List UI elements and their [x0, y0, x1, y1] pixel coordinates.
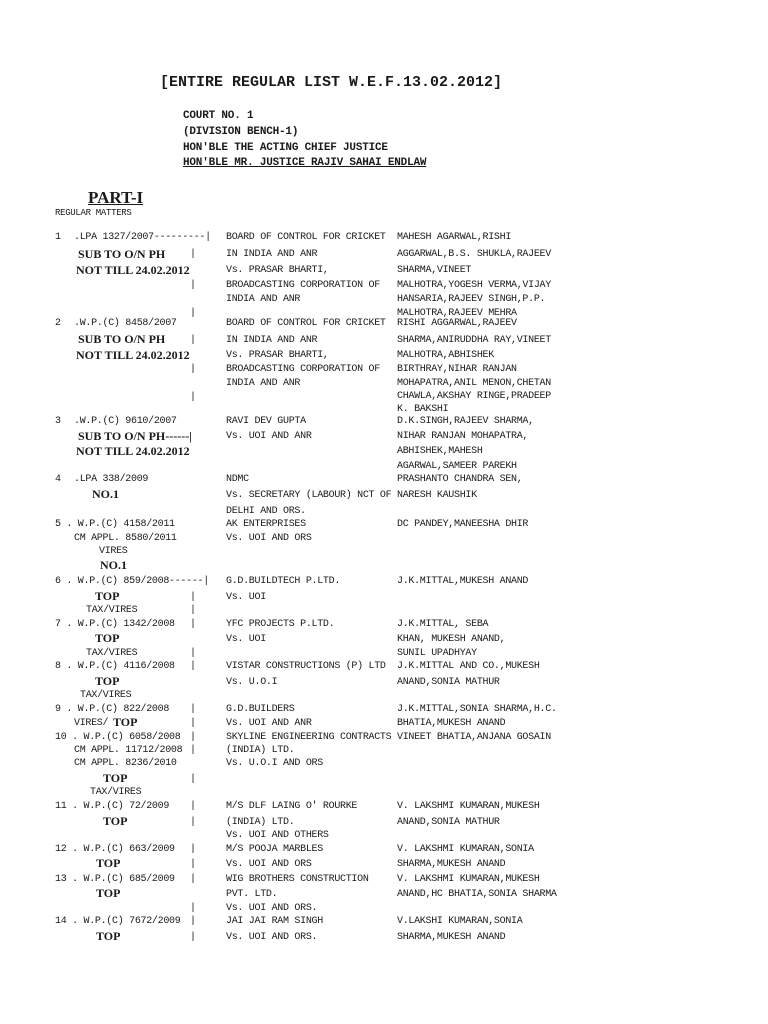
case-cell: TAX/VIRES — [86, 605, 138, 616]
case-cell: | — [190, 801, 196, 812]
bench-label: (DIVISION BENCH-1) — [183, 126, 299, 138]
party-cell: Vs. PRASAR BHARTI, — [226, 350, 329, 361]
listing-note: TOP — [96, 856, 121, 870]
advocate-cell: V. LAKSHMI KUMARAN,SONIA — [397, 844, 534, 855]
case-cell: CM APPL. 8236/2010 — [74, 758, 177, 769]
party-cell: BOARD OF CONTROL FOR CRICKET — [226, 232, 386, 243]
party-cell: Vs. UOI AND ORS. — [226, 932, 318, 943]
party-cell: G.D.BUILDERS — [226, 704, 295, 715]
case-cell: 5 . W.P.(C) 4158/2011 — [55, 519, 175, 530]
case-cell: .W.P.(C) 8458/2007 — [74, 318, 177, 329]
party-cell: RAVI DEV GUPTA — [226, 416, 306, 427]
advocate-cell: CHAWLA,AKSHAY RINGE,PRADEEP — [397, 391, 551, 402]
advocate-cell: D.K.SINGH,RAJEEV SHARMA, — [397, 416, 534, 427]
case-cell: | — [190, 718, 196, 729]
case-cell: 8 . W.P.(C) 4116/2008 — [55, 661, 175, 672]
advocate-cell: V. LAKSHMI KUMARAN,MUKESH — [397, 874, 540, 885]
advocate-cell: NIHAR RANJAN MOHAPATRA, — [397, 431, 529, 442]
case-cell: 6 . W.P.(C) 859/2008------| — [55, 576, 209, 587]
party-cell: Vs. UOI AND ORS. — [226, 903, 318, 914]
listing-note: NO.1 — [100, 558, 127, 572]
case-cell: | — [190, 619, 196, 630]
advocate-cell: SHARMA,MUKESH ANAND — [397, 859, 506, 870]
case-cell: | — [190, 335, 196, 346]
case-cell: | — [190, 932, 196, 943]
party-cell: IN INDIA AND ANR — [226, 249, 318, 260]
case-cell: | — [190, 249, 196, 260]
party-cell: BROADCASTING CORPORATION OF — [226, 364, 380, 375]
listing-note: TOP — [96, 929, 121, 943]
case-cell: | — [190, 774, 196, 785]
case-cell: VIRES — [99, 546, 128, 557]
listing-note: NOT TILL 24.02.2012 — [76, 444, 190, 458]
case-cell: | — [190, 916, 196, 927]
party-cell: Vs. U.O.I — [226, 677, 278, 688]
party-cell: (INDIA) LTD. — [226, 745, 295, 756]
listing-note: TOP — [95, 589, 120, 603]
case-cell: | — [190, 592, 196, 603]
party-cell: WIG BROTHERS CONSTRUCTION — [226, 874, 369, 885]
case-cell: .W.P.(C) 9610/2007 — [74, 416, 177, 427]
case-cell: 13 . W.P.(C) 685/2009 — [55, 874, 175, 885]
party-cell: Vs. UOI — [226, 592, 266, 603]
case-cell: TAX/VIRES — [80, 690, 132, 701]
listing-note: NO.1 — [92, 487, 119, 501]
listing-note: TOP — [113, 715, 138, 729]
advocate-cell: K. BAKSHI — [397, 404, 449, 415]
advocate-cell: V.LAKSHI KUMARAN,SONIA — [397, 916, 523, 927]
party-cell: Vs. PRASAR BHARTI, — [226, 265, 329, 276]
advocate-cell: VINEET BHATIA,ANJANA GOSAIN — [397, 732, 551, 743]
advocate-cell: RISHI AGGARWAL,RAJEEV — [397, 318, 517, 329]
advocate-cell: J.K.MITTAL, SEBA — [397, 619, 489, 630]
party-cell: IN INDIA AND ANR — [226, 335, 318, 346]
party-cell: DELHI AND ORS. — [226, 506, 306, 517]
advocate-cell: SHARMA,MUKESH ANAND — [397, 932, 506, 943]
party-cell: Vs. UOI — [226, 634, 266, 645]
court-number: COURT NO. 1 — [183, 110, 254, 122]
item-number: 4 — [55, 474, 61, 485]
party-cell: Vs. UOI AND ORS — [226, 533, 312, 544]
advocate-cell: ANAND,SONIA MATHUR — [397, 817, 500, 828]
party-cell: Vs. UOI AND ANR — [226, 431, 312, 442]
party-cell: Vs. UOI AND OTHERS — [226, 830, 329, 841]
case-cell: 14 . W.P.(C) 7672/2009 — [55, 916, 181, 927]
party-cell: Vs. SECRETARY (LABOUR) NCT OF — [226, 490, 392, 501]
case-cell: .LPA 338/2009 — [74, 474, 149, 485]
advocate-cell: ABHISHEK,MAHESH — [397, 446, 483, 457]
case-cell: | — [190, 874, 196, 885]
case-cell: TAX/VIRES — [86, 648, 138, 659]
advocate-cell: HANSARIA,RAJEEV SINGH,P.P. — [397, 294, 546, 305]
party-cell: Vs. UOI AND ORS — [226, 859, 312, 870]
advocate-cell: ANAND,SONIA MATHUR — [397, 677, 500, 688]
case-cell: | — [190, 280, 196, 291]
case-cell: | — [190, 364, 196, 375]
case-cell: | — [190, 392, 196, 403]
listing-note: SUB TO O/N PH------| — [78, 429, 192, 443]
part-heading: PART-I — [88, 188, 144, 207]
party-cell: JAI JAI RAM SINGH — [226, 916, 323, 927]
party-cell: (INDIA) LTD. — [226, 817, 295, 828]
advocate-cell: BIRTHRAY,NIHAR RANJAN — [397, 364, 517, 375]
case-cell: | — [190, 903, 196, 914]
party-cell: BROADCASTING CORPORATION OF — [226, 280, 380, 291]
advocate-cell: KHAN, MUKESH ANAND, — [397, 634, 506, 645]
listing-note: TOP — [95, 674, 120, 688]
case-cell: 7 . W.P.(C) 1342/2008 — [55, 619, 175, 630]
judge-1: HON'BLE THE ACTING CHIEF JUSTICE — [183, 142, 388, 154]
advocate-cell: J.K.MITTAL,SONIA SHARMA,H.C. — [397, 704, 557, 715]
advocate-cell: J.K.MITTAL,MUKESH ANAND — [397, 576, 529, 587]
party-cell: M/S POOJA MARBLES — [226, 844, 323, 855]
party-cell: Vs. UOI AND ANR — [226, 718, 312, 729]
party-cell: M/S DLF LAING O' ROURKE — [226, 801, 358, 812]
advocate-cell: AGARWAL,SAMEER PAREKH — [397, 461, 517, 472]
case-cell: | — [190, 648, 196, 659]
advocate-cell: SHARMA,ANIRUDDHA RAY,VINEET — [397, 335, 551, 346]
advocate-cell: AGGARWAL,B.S. SHUKLA,RAJEEV — [397, 249, 551, 260]
advocate-cell: SHARMA,VINEET — [397, 265, 472, 276]
case-cell: CM APPL. 8580/2011 — [74, 533, 177, 544]
case-cell: | — [190, 605, 196, 616]
advocate-cell: DC PANDEY,MANEESHA DHIR — [397, 519, 529, 530]
advocate-cell: V. LAKSHMI KUMARAN,MUKESH — [397, 801, 540, 812]
party-cell: SKYLINE ENGINEERING CONTRACTS — [226, 732, 392, 743]
listing-note: TOP — [103, 771, 128, 785]
item-number: 2 — [55, 318, 61, 329]
listing-note: NOT TILL 24.02.2012 — [76, 348, 190, 362]
case-cell: 10 . W.P.(C) 6058/2008 — [55, 732, 181, 743]
party-cell: BOARD OF CONTROL FOR CRICKET — [226, 318, 386, 329]
listing-note: TOP — [103, 814, 128, 828]
advocate-cell: NARESH KAUSHIK — [397, 490, 477, 501]
case-cell: 9 . W.P.(C) 822/2008 — [55, 704, 170, 715]
case-cell: | — [190, 661, 196, 672]
case-cell: CM APPL. 11712/2008 — [74, 745, 183, 756]
item-number: 1 — [55, 232, 61, 243]
party-cell: PVT. LTD. — [226, 889, 278, 900]
party-cell: YFC PROJECTS P.LTD. — [226, 619, 335, 630]
advocate-cell: PRASHANTO CHANDRA SEN, — [397, 474, 523, 485]
party-cell: VISTAR CONSTRUCTIONS (P) LTD — [226, 661, 386, 672]
advocate-cell: ANAND,HC BHATIA,SONIA SHARMA — [397, 889, 557, 900]
case-cell: | — [190, 817, 196, 828]
listing-note: TOP — [95, 631, 120, 645]
listing-note: TOP — [96, 886, 121, 900]
listing-note: SUB TO O/N PH — [78, 332, 166, 346]
advocate-cell: MALHOTRA,YOGESH VERMA,VIJAY — [397, 280, 551, 291]
listing-note: SUB TO O/N PH — [78, 247, 166, 261]
case-cell: | — [190, 844, 196, 855]
party-cell: Vs. U.O.I AND ORS — [226, 758, 323, 769]
case-cell: | — [190, 704, 196, 715]
section-label: REGULAR MATTERS — [55, 208, 132, 218]
case-cell: | — [190, 732, 196, 743]
party-cell: AK ENTERPRISES — [226, 519, 306, 530]
case-cell: 11 . W.P.(C) 72/2009 — [55, 801, 170, 812]
case-cell: VIRES/ — [74, 718, 109, 729]
judge-2: HON'BLE MR. JUSTICE RAJIV SAHAI ENDLAW — [183, 157, 427, 169]
item-number: 3 — [55, 416, 61, 427]
party-cell: INDIA AND ANR — [226, 378, 301, 389]
party-cell: INDIA AND ANR — [226, 294, 301, 305]
advocate-cell: MAHESH AGARWAL,RISHI — [397, 232, 512, 243]
case-cell: 12 . W.P.(C) 663/2009 — [55, 844, 175, 855]
advocate-cell: MALHOTRA,RAJEEV MEHRA — [397, 308, 517, 319]
advocate-cell: MOHAPATRA,ANIL MENON,CHETAN — [397, 378, 551, 389]
listing-note: NOT TILL 24.02.2012 — [76, 263, 190, 277]
advocate-cell: MALHOTRA,ABHISHEK — [397, 350, 494, 361]
advocate-cell: J.K.MITTAL AND CO.,MUKESH — [397, 661, 540, 672]
advocate-cell: SUNIL UPADHYAY — [397, 648, 477, 659]
case-cell: | — [190, 859, 196, 870]
case-cell: .LPA 1327/2007---------| — [74, 232, 211, 243]
case-cell: TAX/VIRES — [90, 787, 142, 798]
party-cell: G.D.BUILDTECH P.LTD. — [226, 576, 341, 587]
party-cell: NDMC — [226, 474, 249, 485]
case-cell: | — [190, 745, 196, 756]
advocate-cell: BHATIA,MUKESH ANAND — [397, 718, 506, 729]
case-cell: | — [190, 308, 196, 319]
list-title: [ENTIRE REGULAR LIST W.E.F.13.02.2012] — [160, 74, 503, 91]
